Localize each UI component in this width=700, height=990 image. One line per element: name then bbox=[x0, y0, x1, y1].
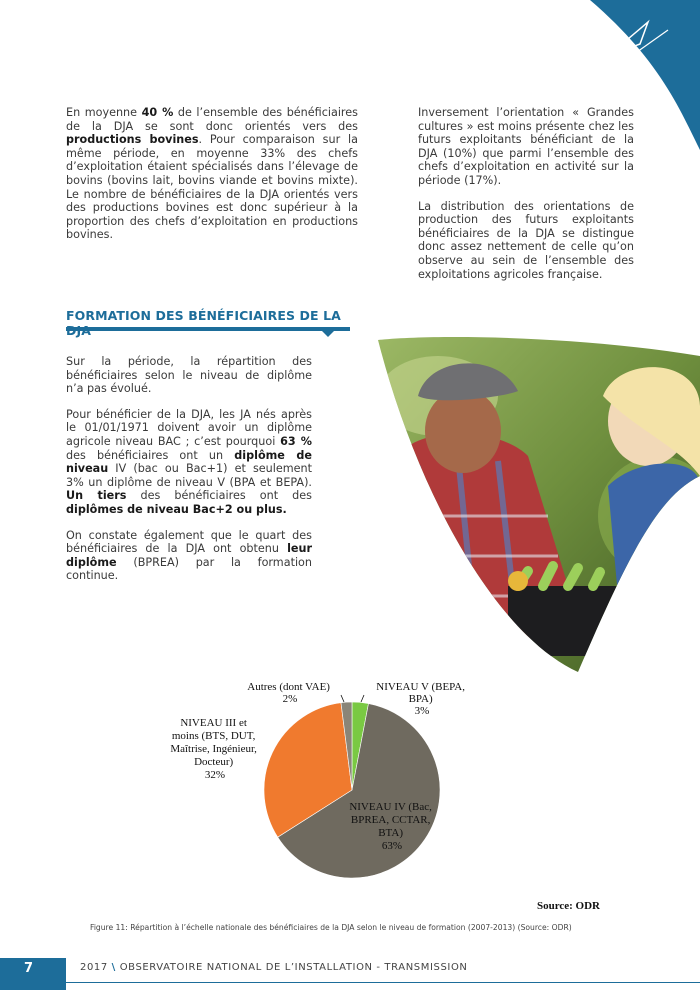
section-heading bbox=[66, 308, 350, 338]
pie-slices bbox=[264, 702, 440, 878]
pie-leader-lines bbox=[341, 695, 364, 702]
paragraph-bovines: En moyenne 40 % de l’ensemble des bénéficiaires de la DJA se sont donc orientés vers des productions bovines. Pour comparaison sur la même période, en moyenne 33% des chefs d’exploitation étaient spécialisés dans l’élevage de bovins (bovins lait, bovins viande et bovins mixte). Le nombre de bénéficiaires de la DJA orientés vers des productions bovines est donc supérieur à la proportion des chefs d’exploitation en productions bovines. bbox=[66, 106, 358, 242]
pie-label-niveau-v: NIVEAU V (BEPA, BPA) 3% bbox=[376, 681, 465, 717]
footer-rule bbox=[66, 982, 700, 983]
paragraph-diplome: Pour bénéficier de la DJA, les JA nés après le 01/01/1971 doivent avoir un diplôme agricole niveau BAC ; c’est pourquoi 63 % des bénéficiaires ont un diplôme de niveau IV (bac ou Bac+1) et seulement 3% un diplôme de niveau V (BPA et BEPA). Un tiers des bénéficiaires ont des diplômes de niveau Bac+2 ou plus. bbox=[66, 407, 312, 516]
paragraph-repartition: Sur la période, la répartition des bénéficiaires selon le niveau de diplôme n’a pas évolué. bbox=[66, 355, 312, 396]
paragraph-formation-continue: On constate également que le quart des bénéficiaires de la DJA ont obtenu leur diplôme (BPREA) par la formation continue. bbox=[66, 528, 312, 583]
pie-label-autres: Autres (dont VAE) 2% bbox=[247, 681, 330, 705]
pie-chart bbox=[160, 672, 600, 912]
page-number: 7 bbox=[24, 961, 34, 976]
paragraph-distribution: La distribution des orientations de production des futurs exploitants bénéficiaires de la DJA se distingue donc assez nettement de celle qu’on observe au sein de l’ensemble des exploitations agricoles française. bbox=[418, 199, 634, 281]
chart-source: Source: ODR bbox=[536, 900, 600, 912]
figure-caption: Figure 11: Répartition à l’échelle nationale des bénéficiaires de la DJA selon le niveau de formation (2007-2013) (Source: ODR) bbox=[90, 923, 572, 932]
pie-label-niveau-iv: NIVEAU IV (Bac, BPREA, CCTAR, BTA) 63% bbox=[349, 801, 432, 852]
formation-column bbox=[66, 355, 312, 595]
leader-line-niveau-v bbox=[361, 695, 364, 702]
farmers-photo bbox=[378, 336, 700, 672]
paragraph-grandes-cultures: Inversement l’orientation « Grandes cultures » est moins présente chez les futurs exploitants bénéficiant de la DJA (10%) que parmi l’ensemble des chefs d’exploitation en activité sur la période (17%). bbox=[418, 106, 634, 187]
footer-separator: \ bbox=[111, 962, 116, 973]
footer-title bbox=[80, 962, 468, 973]
section-title: FORMATION DES BÉNÉFICIAIRES DE LA bbox=[66, 308, 341, 323]
page-number-box bbox=[0, 958, 66, 990]
heading-notch bbox=[322, 331, 334, 337]
heading-underline bbox=[66, 327, 350, 331]
footer-publication-title: OBSERVATOIRE NATIONAL DE L’INSTALLATION - TRANSMISSION bbox=[119, 962, 468, 973]
leader-line-autres bbox=[341, 695, 344, 702]
intro-right-column bbox=[418, 106, 634, 293]
intro-left-column bbox=[66, 106, 358, 254]
pie-label-niveau-iii: NIVEAU III et moins (BTS, DUT, Maîtrise, Ingénieur, Docteur) 32% bbox=[170, 717, 257, 781]
footer-year: 2017 bbox=[80, 962, 108, 973]
